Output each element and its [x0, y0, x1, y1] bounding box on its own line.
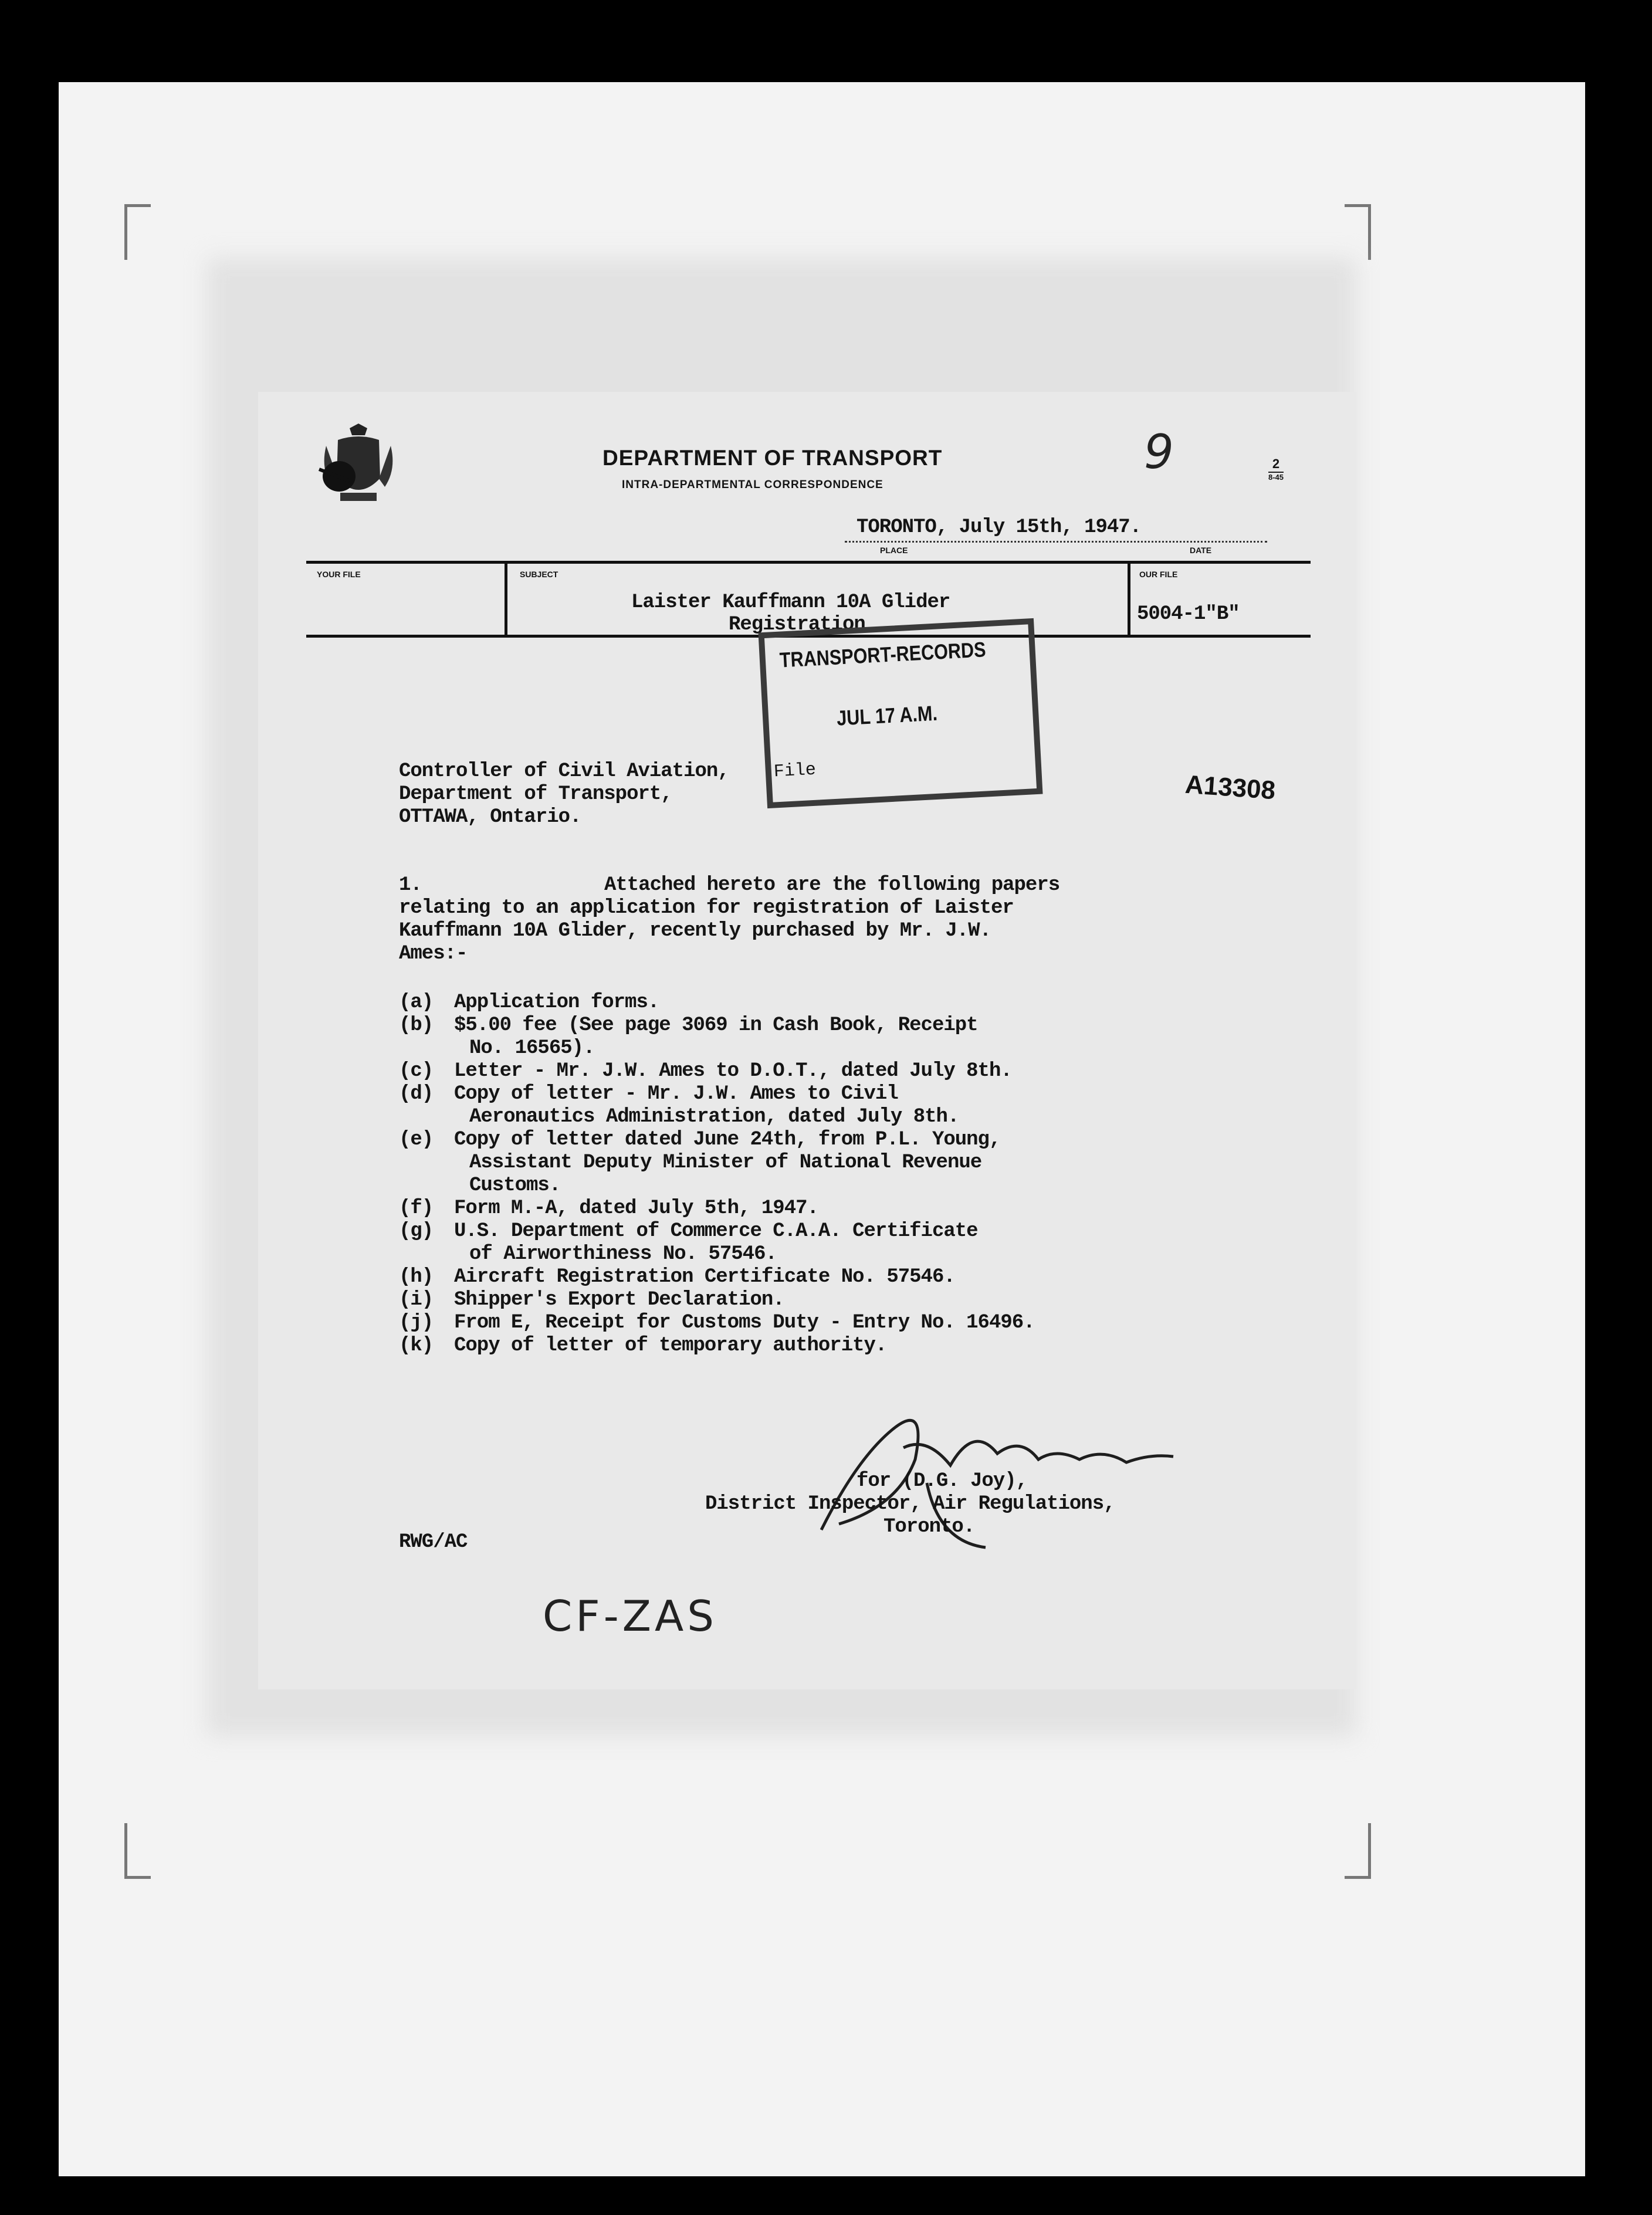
paragraph-line-1: Attached hereto are the following papers — [604, 874, 1060, 896]
form-number-value: 2 — [1268, 456, 1284, 473]
list-item-key: (b) — [399, 1014, 434, 1037]
list-item-text: Assistant Deputy Minister of National Revenue — [469, 1151, 982, 1174]
typist-initials: RWG/AC — [399, 1531, 468, 1553]
list-item-text: Customs. — [469, 1174, 561, 1197]
coat-of-arms-icon — [314, 422, 402, 522]
list-item-key: (c) — [399, 1060, 434, 1082]
addressee-line-1: Controller of Civil Aviation, — [399, 760, 729, 783]
our-file-number: 5004-1"B" — [1137, 603, 1240, 625]
subject-line-2: Registration — [729, 614, 865, 636]
memo-page — [258, 392, 1356, 1689]
list-item-text: Letter - Mr. J.W. Ames to D.O.T., dated July 8th. — [454, 1060, 1012, 1082]
addressee-line-3: OTTAWA, Ontario. — [399, 806, 581, 828]
list-item-key: (d) — [399, 1083, 434, 1105]
list-item-text: Application forms. — [454, 991, 659, 1014]
subject-label: SUBJECT — [520, 570, 558, 579]
list-item-key: (j) — [399, 1312, 434, 1334]
paragraph-number: 1. — [399, 874, 422, 896]
date-label: DATE — [1190, 546, 1212, 555]
list-item-text: Copy of letter dated June 24th, from P.L. Young, — [454, 1129, 1001, 1151]
letterhead-subtitle: INTRA-DEPARTMENTAL CORRESPONDENCE — [622, 479, 883, 491]
signature-for-line: for (D.G. Joy), — [857, 1470, 1028, 1492]
list-item-key: (f) — [399, 1197, 434, 1220]
crop-mark-top-right — [1345, 204, 1371, 260]
stamp-title: TRANSPORT-RECORDS — [778, 637, 987, 672]
list-item-text: Aircraft Registration Certificate No. 57546. — [454, 1266, 955, 1288]
subject-line-1: Laister Kauffmann 10A Glider — [631, 591, 950, 614]
list-item-text: U.S. Department of Commerce C.A.A. Certificate — [454, 1220, 978, 1242]
stamp-date: JUL 17 A.M. — [836, 700, 938, 730]
list-item-text: Copy of letter - Mr. J.W. Ames to Civil — [454, 1083, 898, 1105]
list-item-text: Aeronautics Administration, dated July 8th. — [469, 1106, 959, 1128]
list-item-text: of Airworthiness No. 57546. — [469, 1243, 777, 1265]
list-item-text: $5.00 fee (See page 3069 in Cash Book, Receipt — [454, 1014, 978, 1037]
records-stamp — [758, 618, 1042, 808]
list-item-key: (e) — [399, 1129, 434, 1151]
reference-number: A13308 — [1184, 770, 1277, 805]
handwritten-folio-number: 9 — [1144, 425, 1174, 479]
your-file-label: YOUR FILE — [317, 570, 361, 579]
header-divider-left — [505, 561, 507, 637]
paragraph-line-2: relating to an application for registration of Laister — [399, 897, 1014, 919]
crop-mark-top-left — [124, 204, 151, 260]
place-date-dotted-line — [845, 541, 1267, 543]
addressee-line-2: Department of Transport, — [399, 783, 672, 805]
list-item-key: (a) — [399, 991, 434, 1014]
header-rule-top — [306, 561, 1311, 564]
place-date-line: TORONTO, July 15th, 1947. — [857, 516, 1142, 538]
signature-location-line: Toronto. — [883, 1516, 975, 1538]
our-file-label: OUR FILE — [1139, 570, 1178, 579]
crop-mark-bottom-right — [1345, 1823, 1371, 1879]
place-label: PLACE — [880, 546, 908, 555]
list-item-text: Shipper's Export Declaration. — [454, 1289, 784, 1311]
list-item-text: Form M.-A, dated July 5th, 1947. — [454, 1197, 818, 1220]
paragraph-line-3: Kauffmann 10A Glider, recently purchased by Mr. J.W. — [399, 920, 991, 942]
signature-title-line: District Inspector, Air Regulations, — [705, 1493, 1115, 1515]
form-number-date: 8-45 — [1268, 473, 1284, 482]
crop-mark-bottom-left — [124, 1823, 151, 1879]
handwritten-registration: CF-ZAS — [543, 1591, 717, 1641]
list-item-text: No. 16565). — [469, 1037, 595, 1059]
letterhead-title: DEPARTMENT OF TRANSPORT — [602, 446, 943, 470]
list-item-key: (g) — [399, 1220, 434, 1242]
list-item-text: From E, Receipt for Customs Duty - Entry No. 16496. — [454, 1312, 1035, 1334]
list-item-key: (h) — [399, 1266, 434, 1288]
list-item-key: (i) — [399, 1289, 434, 1311]
form-number — [1268, 456, 1284, 482]
list-item-key: (k) — [399, 1335, 434, 1357]
header-divider-right — [1128, 561, 1130, 637]
paragraph-line-4: Ames:- — [399, 943, 468, 965]
list-item-text: Copy of letter of temporary authority. — [454, 1335, 887, 1357]
stamp-file-label: File — [773, 760, 817, 783]
